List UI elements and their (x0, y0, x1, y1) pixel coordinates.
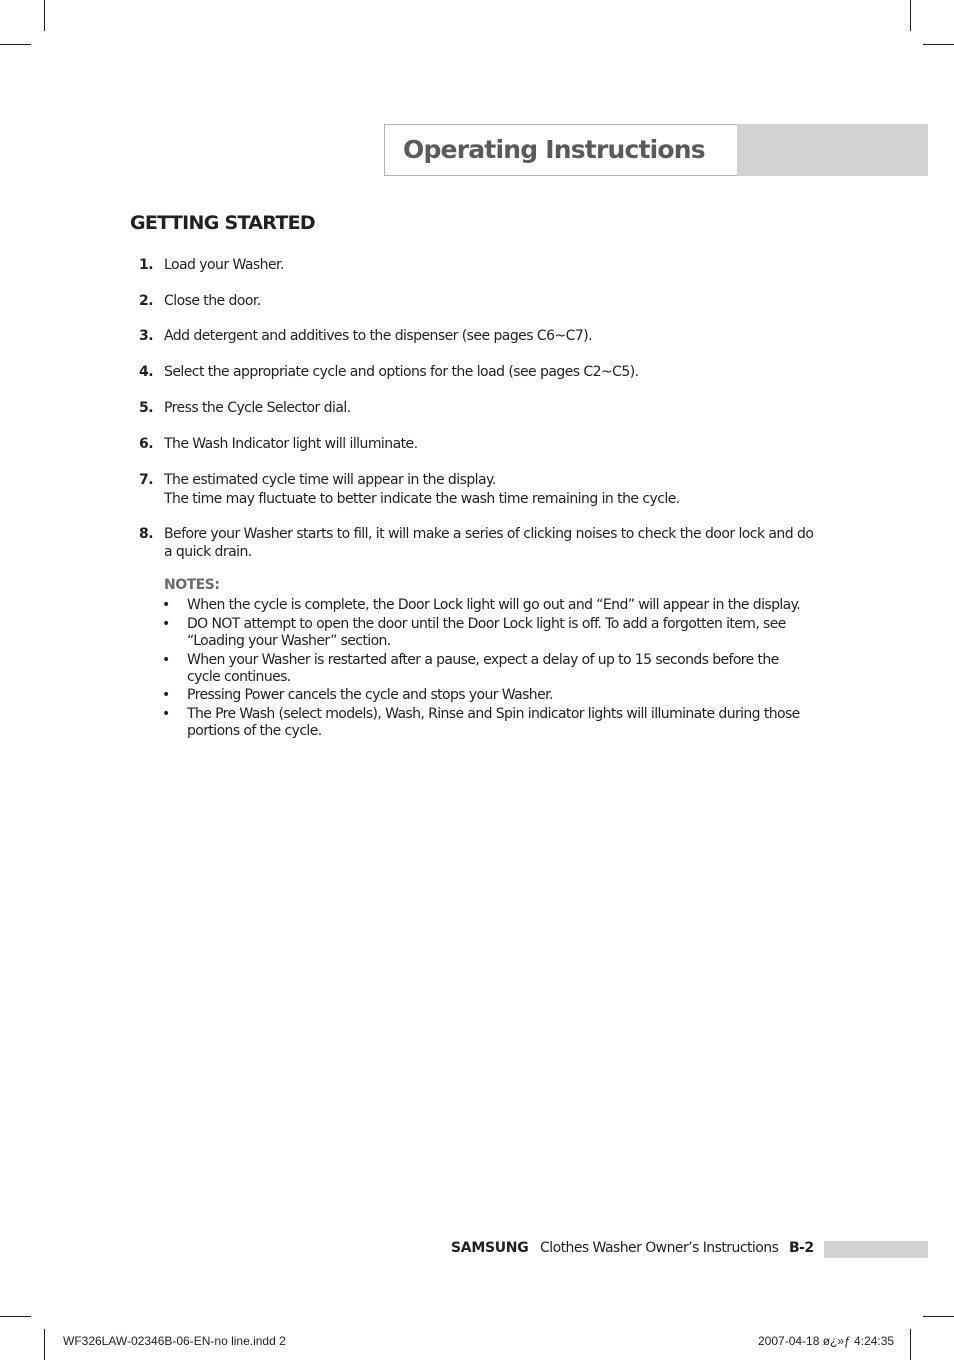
section-heading: GETTING STARTED (130, 212, 315, 234)
note-text: The Pre Wash (select models), Wash, Rinse and Spin indicator lights will illuminate during those (187, 706, 800, 722)
note-text: DO NOT attempt to open the door until the Door Lock light is off. To add a forgotten item, see (187, 616, 786, 632)
step-number: 4. (139, 364, 153, 380)
crop-mark (923, 1316, 954, 1317)
step-number: 2. (139, 293, 153, 309)
crop-mark (910, 0, 911, 31)
step-text: The Wash Indicator light will illuminate. (164, 436, 418, 452)
page-title: Operating Instructions (403, 135, 705, 164)
crop-mark (923, 44, 954, 45)
header-accent-bar (737, 124, 928, 176)
bullet-icon: • (162, 687, 170, 703)
crop-mark (44, 0, 45, 31)
crop-mark (0, 44, 31, 45)
note-text: When the cycle is complete, the Door Lock light will go out and “End” will appear in the display. (187, 597, 801, 613)
page-header (384, 124, 737, 176)
bullet-icon: • (162, 706, 170, 722)
crop-mark (44, 1329, 45, 1360)
note-text: Pressing Power cancels the cycle and stops your Washer. (187, 687, 553, 703)
step-text-continued: a quick drain. (164, 544, 252, 560)
crop-mark (910, 1329, 911, 1360)
step-number: 6. (139, 436, 153, 452)
step-text: Close the door. (164, 293, 261, 309)
bullet-icon: • (162, 652, 170, 668)
brand-name: SAMSUNG (451, 1240, 529, 1256)
note-text-continued: “Loading your Washer” section. (187, 633, 391, 649)
step-number: 8. (139, 526, 153, 542)
step-text: Select the appropriate cycle and options for the load (see pages C2~C5). (164, 364, 639, 380)
note-text-continued: portions of the cycle. (187, 723, 322, 739)
page-number: B-2 (789, 1240, 814, 1256)
step-text: Before your Washer starts to fill, it will make a series of clicking noises to check the door lock and do (164, 526, 814, 542)
step-number: 7. (139, 472, 153, 488)
step-text: Press the Cycle Selector dial. (164, 400, 351, 416)
step-number: 5. (139, 400, 153, 416)
bullet-icon: • (162, 616, 170, 632)
crop-mark (0, 1316, 31, 1317)
note-text-continued: cycle continues. (187, 669, 291, 685)
print-slug-datetime: 2007-04-18 ø¿»ƒ 4:24:35 (758, 1334, 895, 1348)
footer-accent-bar (824, 1241, 928, 1258)
notes-heading: NOTES: (164, 577, 220, 593)
step-text: Load your Washer. (164, 257, 284, 273)
step-text: The estimated cycle time will appear in the display. (164, 472, 496, 488)
step-number: 3. (139, 328, 153, 344)
note-text: When your Washer is restarted after a pause, expect a delay of up to 15 seconds before the (187, 652, 779, 668)
step-text-continued: The time may fluctuate to better indicate the wash time remaining in the cycle. (164, 491, 680, 507)
step-number: 1. (139, 257, 153, 273)
step-text: Add detergent and additives to the dispenser (see pages C6~C7). (164, 328, 593, 344)
footer-title: Clothes Washer Owner’s Instructions (540, 1240, 779, 1256)
bullet-icon: • (162, 597, 170, 613)
print-slug-filename: WF326LAW-02346B-06-EN-no line.indd 2 (63, 1334, 286, 1348)
